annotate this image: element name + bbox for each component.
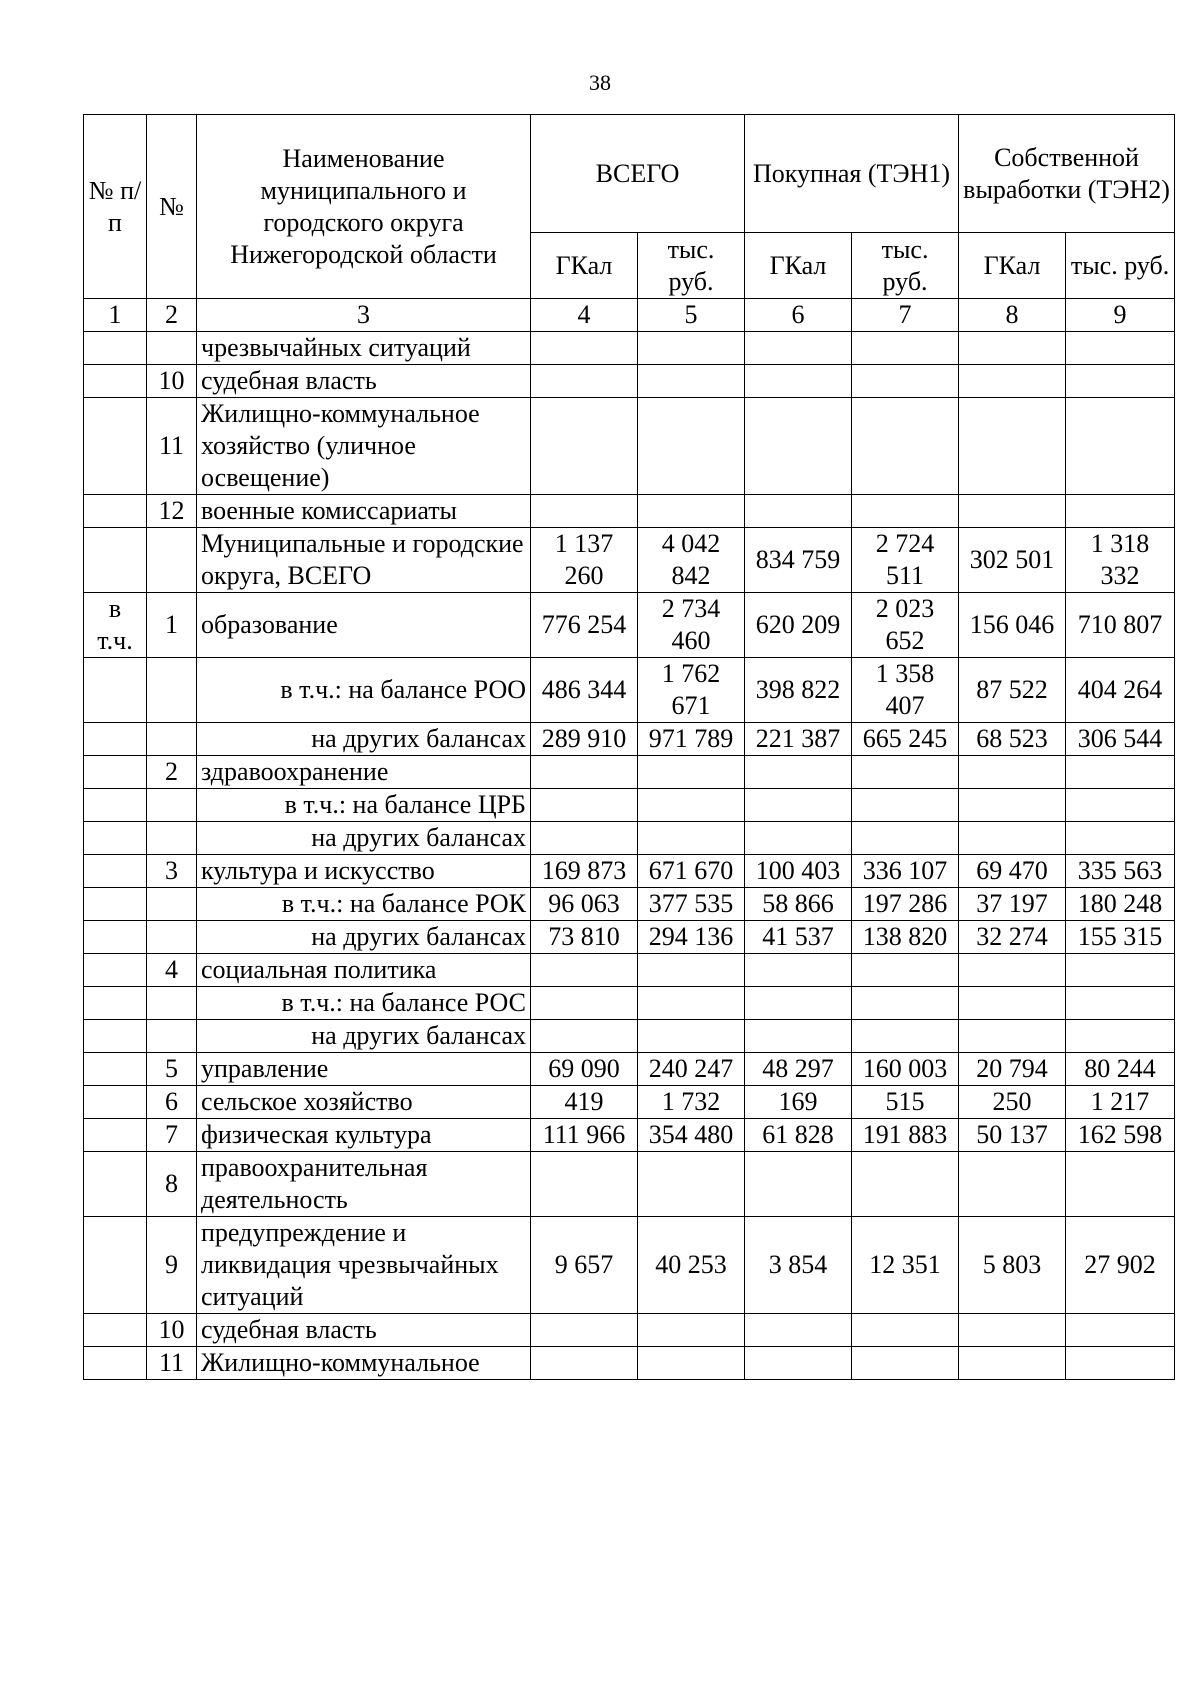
value-cell	[638, 1152, 745, 1217]
value-cell: 12 351	[852, 1217, 959, 1314]
header-no: №	[147, 115, 197, 299]
value-cell	[531, 332, 638, 365]
value-cell	[638, 495, 745, 528]
row-name-cell: Жилищно-коммунальное хозяйство (уличное освещение)	[197, 398, 531, 495]
value-cell: 221 387	[745, 723, 852, 756]
header-name: Наименование муниципального и городского округа Нижегородской области	[197, 115, 531, 299]
row-number-cell: 2	[147, 756, 197, 789]
header-own-rub: тыс. руб.	[1066, 233, 1175, 299]
table-row	[84, 1119, 1175, 1152]
value-cell	[745, 822, 852, 855]
value-cell	[531, 756, 638, 789]
table-row	[84, 1020, 1175, 1053]
value-cell	[852, 495, 959, 528]
value-cell: 665 245	[852, 723, 959, 756]
row-number-cell	[147, 822, 197, 855]
heat-consumption-table	[83, 114, 1175, 1380]
value-cell: 289 910	[531, 723, 638, 756]
value-cell	[531, 398, 638, 495]
value-cell	[531, 789, 638, 822]
table-body	[84, 332, 1175, 1380]
value-cell: 3 854	[745, 1217, 852, 1314]
row-np-cell	[84, 888, 147, 921]
value-cell	[959, 822, 1066, 855]
value-cell	[1066, 954, 1175, 987]
value-cell: 87 522	[959, 658, 1066, 723]
row-name-cell: судебная власть	[197, 365, 531, 398]
value-cell	[638, 1347, 745, 1380]
value-cell	[959, 789, 1066, 822]
value-cell	[959, 365, 1066, 398]
value-cell: 515	[852, 1086, 959, 1119]
value-cell: 1 217	[1066, 1086, 1175, 1119]
value-cell: 776 254	[531, 593, 638, 658]
table-row	[84, 855, 1175, 888]
row-number-cell: 6	[147, 1086, 197, 1119]
row-name-cell: Муниципальные и городские округа, ВСЕГО	[197, 528, 531, 593]
row-np-cell	[84, 398, 147, 495]
header-total-gcal: ГКал	[531, 233, 638, 299]
value-cell: 191 883	[852, 1119, 959, 1152]
table-row	[84, 332, 1175, 365]
value-cell: 377 535	[638, 888, 745, 921]
column-index: 9	[1066, 299, 1175, 332]
value-cell: 2 724 511	[852, 528, 959, 593]
value-cell	[531, 822, 638, 855]
row-name-cell: на других балансах	[197, 822, 531, 855]
value-cell	[852, 1020, 959, 1053]
value-cell: 80 244	[1066, 1053, 1175, 1086]
value-cell	[1066, 1347, 1175, 1380]
row-np-cell	[84, 1152, 147, 1217]
row-number-cell	[147, 332, 197, 365]
value-cell: 155 315	[1066, 921, 1175, 954]
page-number: 38	[589, 70, 611, 95]
row-name-cell: в т.ч.: на балансе РОО	[197, 658, 531, 723]
value-cell	[745, 398, 852, 495]
table-row	[84, 789, 1175, 822]
value-cell	[531, 1152, 638, 1217]
table-row	[84, 921, 1175, 954]
row-number-cell	[147, 528, 197, 593]
column-index: 8	[959, 299, 1066, 332]
row-np-cell	[84, 1314, 147, 1347]
table-row	[84, 398, 1175, 495]
value-cell	[852, 954, 959, 987]
value-cell	[1066, 756, 1175, 789]
value-cell: 250	[959, 1086, 1066, 1119]
row-np-cell: в т.ч.	[84, 593, 147, 658]
row-name-cell: здравоохранение	[197, 756, 531, 789]
row-np-cell	[84, 332, 147, 365]
row-name-cell: культура и искусство	[197, 855, 531, 888]
value-cell	[531, 1314, 638, 1347]
row-number-cell: 10	[147, 365, 197, 398]
value-cell	[1066, 1020, 1175, 1053]
value-cell: 69 090	[531, 1053, 638, 1086]
value-cell: 306 544	[1066, 723, 1175, 756]
row-number-cell: 7	[147, 1119, 197, 1152]
row-np-cell	[84, 1119, 147, 1152]
header-own-gcal: ГКал	[959, 233, 1066, 299]
value-cell	[745, 756, 852, 789]
value-cell: 671 670	[638, 855, 745, 888]
value-cell	[1066, 495, 1175, 528]
row-number-cell: 1	[147, 593, 197, 658]
row-np-cell	[84, 528, 147, 593]
value-cell: 41 537	[745, 921, 852, 954]
value-cell: 834 759	[745, 528, 852, 593]
table-row	[84, 723, 1175, 756]
value-cell: 69 470	[959, 855, 1066, 888]
value-cell	[638, 789, 745, 822]
value-cell: 1 358 407	[852, 658, 959, 723]
value-cell: 1 762 671	[638, 658, 745, 723]
value-cell	[959, 1314, 1066, 1347]
row-number-cell: 12	[147, 495, 197, 528]
value-cell	[745, 954, 852, 987]
value-cell	[1066, 789, 1175, 822]
table-row	[84, 1347, 1175, 1380]
header-bought-gcal: ГКал	[745, 233, 852, 299]
value-cell: 73 810	[531, 921, 638, 954]
row-number-cell	[147, 789, 197, 822]
row-np-cell	[84, 756, 147, 789]
row-number-cell: 8	[147, 1152, 197, 1217]
value-cell	[852, 987, 959, 1020]
value-cell	[531, 954, 638, 987]
value-cell: 294 136	[638, 921, 745, 954]
row-name-cell: военные комиссариаты	[197, 495, 531, 528]
value-cell	[959, 954, 1066, 987]
value-cell	[638, 1314, 745, 1347]
table-row	[84, 987, 1175, 1020]
value-cell	[745, 1020, 852, 1053]
row-name-cell: правоохранительная деятельность	[197, 1152, 531, 1217]
table-row	[84, 528, 1175, 593]
value-cell: 336 107	[852, 855, 959, 888]
header-bought: Покупная (ТЭН1)	[745, 115, 959, 233]
value-cell	[531, 987, 638, 1020]
row-name-cell: в т.ч.: на балансе ЦРБ	[197, 789, 531, 822]
row-np-cell	[84, 658, 147, 723]
value-cell: 68 523	[959, 723, 1066, 756]
value-cell	[745, 789, 852, 822]
value-cell: 197 286	[852, 888, 959, 921]
value-cell: 180 248	[1066, 888, 1175, 921]
table-row	[84, 1152, 1175, 1217]
value-cell: 169 873	[531, 855, 638, 888]
value-cell	[852, 1152, 959, 1217]
value-cell	[959, 1020, 1066, 1053]
value-cell: 100 403	[745, 855, 852, 888]
value-cell	[959, 495, 1066, 528]
value-cell	[745, 1152, 852, 1217]
header-bought-rub: тыс. руб.	[852, 233, 959, 299]
row-name-cell: управление	[197, 1053, 531, 1086]
row-name-cell: Жилищно-коммунальное	[197, 1347, 531, 1380]
value-cell	[959, 398, 1066, 495]
row-number-cell	[147, 723, 197, 756]
value-cell: 419	[531, 1086, 638, 1119]
row-name-cell: сельское хозяйство	[197, 1086, 531, 1119]
row-name-cell: на других балансах	[197, 1020, 531, 1053]
row-name-cell: судебная власть	[197, 1314, 531, 1347]
value-cell	[745, 1347, 852, 1380]
row-number-cell: 5	[147, 1053, 197, 1086]
value-cell	[959, 1152, 1066, 1217]
value-cell	[852, 332, 959, 365]
column-index-row	[84, 299, 1175, 332]
table-row	[84, 888, 1175, 921]
value-cell: 971 789	[638, 723, 745, 756]
table-row	[84, 593, 1175, 658]
value-cell	[531, 1347, 638, 1380]
value-cell	[852, 365, 959, 398]
row-number-cell	[147, 987, 197, 1020]
value-cell	[638, 365, 745, 398]
value-cell: 156 046	[959, 593, 1066, 658]
value-cell: 32 274	[959, 921, 1066, 954]
value-cell: 354 480	[638, 1119, 745, 1152]
row-name-cell: чрезвычайных ситуаций	[197, 332, 531, 365]
value-cell	[852, 398, 959, 495]
value-cell	[638, 398, 745, 495]
value-cell: 58 866	[745, 888, 852, 921]
value-cell	[531, 1020, 638, 1053]
value-cell	[1066, 332, 1175, 365]
table-row	[84, 495, 1175, 528]
value-cell	[745, 495, 852, 528]
value-cell	[852, 822, 959, 855]
value-cell: 404 264	[1066, 658, 1175, 723]
row-name-cell: социальная политика	[197, 954, 531, 987]
table-row	[84, 1314, 1175, 1347]
value-cell	[745, 332, 852, 365]
value-cell	[959, 332, 1066, 365]
value-cell: 710 807	[1066, 593, 1175, 658]
row-np-cell	[84, 954, 147, 987]
value-cell: 37 197	[959, 888, 1066, 921]
value-cell: 486 344	[531, 658, 638, 723]
value-cell	[1066, 1152, 1175, 1217]
value-cell: 9 657	[531, 1217, 638, 1314]
value-cell	[531, 365, 638, 398]
column-index: 7	[852, 299, 959, 332]
value-cell: 160 003	[852, 1053, 959, 1086]
row-np-cell	[84, 1217, 147, 1314]
value-cell: 50 137	[959, 1119, 1066, 1152]
value-cell	[638, 1020, 745, 1053]
value-cell	[745, 365, 852, 398]
row-number-cell: 11	[147, 398, 197, 495]
value-cell: 2 734 460	[638, 593, 745, 658]
row-number-cell: 4	[147, 954, 197, 987]
value-cell	[959, 987, 1066, 1020]
value-cell: 1 137 260	[531, 528, 638, 593]
value-cell: 40 253	[638, 1217, 745, 1314]
table-row	[84, 1217, 1175, 1314]
value-cell: 398 822	[745, 658, 852, 723]
row-np-cell	[84, 1053, 147, 1086]
value-cell: 138 820	[852, 921, 959, 954]
value-cell: 302 501	[959, 528, 1066, 593]
row-np-cell	[84, 1020, 147, 1053]
value-cell	[745, 987, 852, 1020]
value-cell	[852, 1347, 959, 1380]
value-cell: 1 732	[638, 1086, 745, 1119]
row-number-cell: 10	[147, 1314, 197, 1347]
row-number-cell: 9	[147, 1217, 197, 1314]
value-cell	[1066, 1314, 1175, 1347]
row-np-cell	[84, 855, 147, 888]
value-cell: 48 297	[745, 1053, 852, 1086]
value-cell: 20 794	[959, 1053, 1066, 1086]
value-cell: 162 598	[1066, 1119, 1175, 1152]
value-cell	[1066, 822, 1175, 855]
row-number-cell	[147, 921, 197, 954]
value-cell	[638, 822, 745, 855]
value-cell	[745, 1314, 852, 1347]
table-row	[84, 756, 1175, 789]
value-cell	[638, 756, 745, 789]
row-name-cell: образование	[197, 593, 531, 658]
table-row	[84, 1053, 1175, 1086]
value-cell: 169	[745, 1086, 852, 1119]
row-np-cell	[84, 987, 147, 1020]
value-cell	[852, 756, 959, 789]
value-cell	[1066, 398, 1175, 495]
value-cell	[1066, 987, 1175, 1020]
row-np-cell	[84, 723, 147, 756]
table-row	[84, 954, 1175, 987]
column-index: 2	[147, 299, 197, 332]
row-np-cell	[84, 822, 147, 855]
value-cell: 96 063	[531, 888, 638, 921]
column-index: 5	[638, 299, 745, 332]
row-name-cell: в т.ч.: на балансе РОС	[197, 987, 531, 1020]
header-np: № п/п	[84, 115, 147, 299]
row-name-cell: в т.ч.: на балансе РОК	[197, 888, 531, 921]
row-number-cell	[147, 888, 197, 921]
value-cell	[638, 954, 745, 987]
row-number-cell: 3	[147, 855, 197, 888]
column-index: 1	[84, 299, 147, 332]
value-cell: 2 023 652	[852, 593, 959, 658]
row-number-cell: 11	[147, 1347, 197, 1380]
value-cell	[1066, 365, 1175, 398]
row-name-cell: предупреждение и ликвидация чрезвычайных ситуаций	[197, 1217, 531, 1314]
value-cell	[638, 987, 745, 1020]
value-cell: 111 966	[531, 1119, 638, 1152]
table-header	[84, 115, 1175, 332]
value-cell: 620 209	[745, 593, 852, 658]
column-index: 4	[531, 299, 638, 332]
value-cell	[852, 1314, 959, 1347]
value-cell: 27 902	[1066, 1217, 1175, 1314]
value-cell: 1 318 332	[1066, 528, 1175, 593]
value-cell	[638, 332, 745, 365]
value-cell	[959, 1347, 1066, 1380]
row-name-cell: на других балансах	[197, 921, 531, 954]
table-row	[84, 658, 1175, 723]
row-number-cell	[147, 1020, 197, 1053]
row-np-cell	[84, 789, 147, 822]
value-cell: 335 563	[1066, 855, 1175, 888]
value-cell	[531, 495, 638, 528]
row-np-cell	[84, 921, 147, 954]
value-cell: 4 042 842	[638, 528, 745, 593]
header-total-rub: тыс. руб.	[638, 233, 745, 299]
row-name-cell: физическая культура	[197, 1119, 531, 1152]
row-name-cell: на других балансах	[197, 723, 531, 756]
header-total: ВСЕГО	[531, 115, 745, 233]
value-cell: 61 828	[745, 1119, 852, 1152]
row-np-cell	[84, 1086, 147, 1119]
column-index: 6	[745, 299, 852, 332]
table-row	[84, 365, 1175, 398]
header-own: Собственной выработки (ТЭН2)	[959, 115, 1175, 233]
row-np-cell	[84, 495, 147, 528]
table-row	[84, 822, 1175, 855]
row-np-cell	[84, 365, 147, 398]
column-index: 3	[197, 299, 531, 332]
row-number-cell	[147, 658, 197, 723]
value-cell	[852, 789, 959, 822]
value-cell	[959, 756, 1066, 789]
value-cell: 240 247	[638, 1053, 745, 1086]
value-cell: 5 803	[959, 1217, 1066, 1314]
table-row	[84, 1086, 1175, 1119]
row-np-cell	[84, 1347, 147, 1380]
